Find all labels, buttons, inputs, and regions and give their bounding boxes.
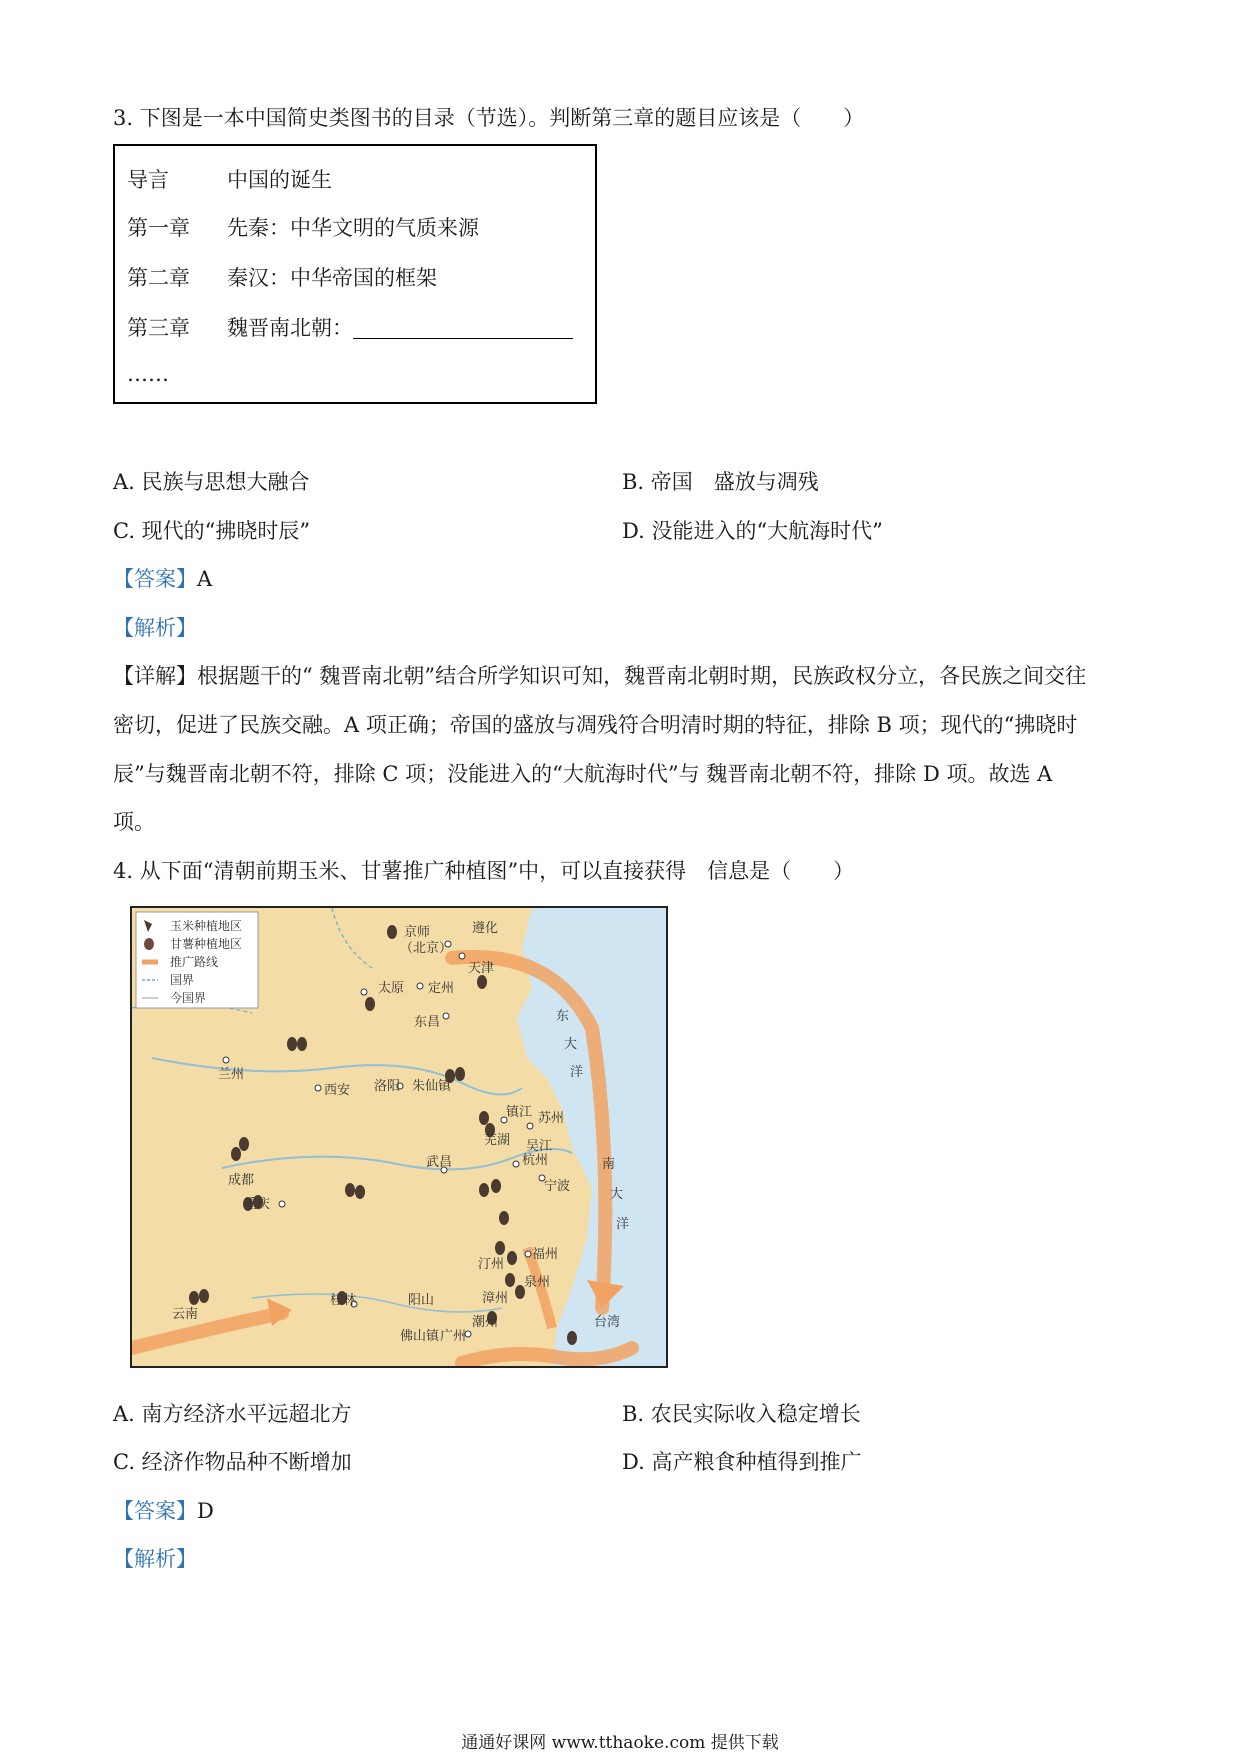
legend-label: 甘薯种植地区	[170, 937, 243, 951]
place-label: 芜湖	[484, 1133, 511, 1148]
place-label: 潮州	[472, 1315, 499, 1330]
toc-box	[113, 144, 597, 404]
sea-label: 大	[610, 1187, 624, 1202]
place-label: 朱仙镇	[412, 1079, 452, 1094]
sweet-potato-icon	[144, 938, 154, 950]
place-label: 福州	[532, 1247, 559, 1262]
place-label: 东昌	[414, 1015, 441, 1030]
crop-marker	[231, 1147, 241, 1161]
toc-title: 秦汉：中华帝国的框架	[227, 266, 437, 290]
q3-option-d: D. 没能进入的“大航海时代”	[622, 519, 883, 543]
city-dot	[443, 1013, 449, 1019]
crop-marker	[567, 1331, 577, 1345]
toc-label: 第一章	[127, 216, 190, 240]
q3-detail-line: 项。	[113, 810, 155, 834]
crop-marker	[387, 925, 397, 939]
toc-row	[127, 314, 573, 342]
crop-marker	[345, 1183, 355, 1197]
legend-label: 推广路线	[170, 955, 219, 969]
city-dot	[315, 1085, 321, 1091]
crop-marker	[499, 1211, 509, 1225]
place-label: 吴江	[526, 1139, 553, 1154]
legend-label: 玉米种植地区	[170, 919, 243, 933]
city-dot	[279, 1201, 285, 1207]
yangtze-river	[222, 1149, 572, 1169]
q3-detail-line: 密切，促进了民族交融。A 项正确；帝国的盛放与凋残符合明清时期的特征，排除 B 项；现代的“拂晓时	[113, 713, 1078, 737]
legend-label: 国界	[170, 973, 195, 987]
city-dot	[513, 1161, 519, 1167]
sea-label: 洋	[570, 1065, 584, 1080]
crop-marker	[365, 997, 375, 1011]
crop-marker	[477, 975, 487, 989]
crop-marker	[239, 1137, 249, 1151]
q3-option-c: C. 现代的“拂晓时辰”	[113, 519, 311, 543]
route-arrow-south	[462, 1348, 632, 1363]
q4-option-a: A. 南方经济水平远超北方	[113, 1402, 352, 1426]
sea-label: 大	[564, 1037, 578, 1052]
crop-marker	[355, 1185, 365, 1199]
map-svg	[132, 908, 668, 1368]
crop-marker	[479, 1111, 489, 1125]
sea-label: 洋	[616, 1217, 630, 1232]
legend-label: 今国界	[170, 991, 207, 1005]
answer-tag: 【答案】	[113, 567, 197, 591]
city-dot	[417, 983, 423, 989]
answer-value: A	[197, 567, 213, 591]
place-label: 天津	[468, 961, 495, 976]
page-footer: 通通好课网 www.tthaoke.com 提供下载	[461, 1733, 779, 1753]
toc-title: 先秦：中华文明的气质来源	[227, 216, 479, 240]
q3-answer	[113, 565, 212, 593]
sea-label: 东	[556, 1009, 570, 1024]
q3-analysis-tag: 【解析】	[113, 616, 197, 640]
place-label: 阳山	[408, 1293, 435, 1308]
place-label: 泉州	[524, 1275, 551, 1290]
crop-marker	[297, 1037, 307, 1051]
place-label: 京师	[404, 925, 431, 940]
place-label: 重庆	[244, 1197, 271, 1212]
toc-title: 中国的诞生	[227, 168, 332, 192]
crop-marker	[455, 1067, 465, 1081]
place-label: 佛山镇	[400, 1329, 440, 1344]
qing-crop-map	[130, 906, 668, 1368]
city-dot	[223, 1057, 229, 1063]
detail-text: 根据题干的“ 魏晋南北朝”结合所学知识可知，魏晋南北朝时期，民族政权分立，各民族之间交往	[197, 664, 1087, 688]
crop-marker	[507, 1251, 517, 1265]
place-label: 遵化	[472, 921, 499, 936]
q4-answer	[113, 1497, 214, 1525]
city-dot	[527, 1123, 533, 1129]
place-label: 杭州	[522, 1153, 549, 1168]
q3-detail-line	[113, 662, 1086, 690]
toc-ellipsis: ……	[127, 362, 169, 386]
toc-label: 导言	[127, 168, 169, 192]
place-label: 定州	[428, 981, 455, 996]
place-label: 太原	[378, 981, 405, 996]
place-label: 西安	[324, 1083, 351, 1098]
q3-detail-line: 辰”与魏晋南北朝不符，排除 C 项；没能进入的“大航海时代”与 魏晋南北朝不符，排除 D 项。故选 A	[113, 762, 1053, 786]
place-label: 汀州	[478, 1257, 505, 1272]
toc-title: 魏晋南北朝：	[227, 316, 353, 340]
answer-value: D	[197, 1499, 214, 1523]
crop-marker	[189, 1291, 199, 1305]
q4-stem: 4. 从下面“清朝前期玉米、甘薯推广种植图”中，可以直接获得 信息是（ ）	[113, 859, 855, 883]
answer-blank	[353, 318, 573, 339]
place-label: 桂林	[330, 1293, 357, 1308]
toc-row	[127, 166, 332, 194]
city-dot	[459, 953, 465, 959]
place-label: 兰州	[218, 1067, 245, 1082]
toc-row	[127, 264, 437, 292]
place-label: 洛阳	[374, 1079, 401, 1094]
answer-tag: 【答案】	[113, 1499, 197, 1523]
place-label: 漳州	[482, 1291, 509, 1306]
place-label: 镇江	[506, 1105, 533, 1120]
place-label: 台湾	[594, 1315, 621, 1330]
sea-label: 南	[602, 1157, 616, 1172]
q4-option-c: C. 经济作物品种不断增加	[113, 1450, 352, 1474]
place-label: 成都	[228, 1173, 255, 1188]
toc-label: 第三章	[127, 316, 190, 340]
q3-option-a: A. 民族与思想大融合	[113, 470, 310, 494]
crop-marker	[505, 1273, 515, 1287]
city-dot	[525, 1251, 531, 1257]
q4-option-d: D. 高产粮食种植得到推广	[622, 1450, 862, 1474]
toc-row	[127, 214, 479, 242]
place-label: 苏州	[538, 1111, 565, 1126]
crop-marker	[479, 1183, 489, 1197]
q4-option-b: B. 农民实际收入稳定增长	[622, 1402, 861, 1426]
city-dot	[361, 989, 367, 995]
place-label: 武昌	[426, 1155, 453, 1170]
q4-analysis-tag: 【解析】	[113, 1547, 197, 1571]
crop-marker	[491, 1179, 501, 1193]
q3-stem: 3. 下图是一本中国简史类图书的目录（节选）。判断第三章的题目应该是（ ）	[113, 106, 865, 130]
detail-tag: 【详解】	[113, 664, 197, 688]
q3-option-b: B. 帝国 盛放与凋残	[622, 470, 819, 494]
place-label: 云南	[172, 1307, 199, 1322]
crop-marker	[287, 1037, 297, 1051]
place-label: （北京）	[400, 941, 453, 956]
place-label: 宁波	[544, 1179, 571, 1194]
toc-label: 第二章	[127, 266, 190, 290]
route-arrow-southwest	[132, 1313, 282, 1348]
place-label: 广州	[440, 1329, 467, 1344]
crop-marker	[495, 1241, 505, 1255]
crop-marker	[199, 1289, 209, 1303]
toc-row	[127, 360, 227, 388]
